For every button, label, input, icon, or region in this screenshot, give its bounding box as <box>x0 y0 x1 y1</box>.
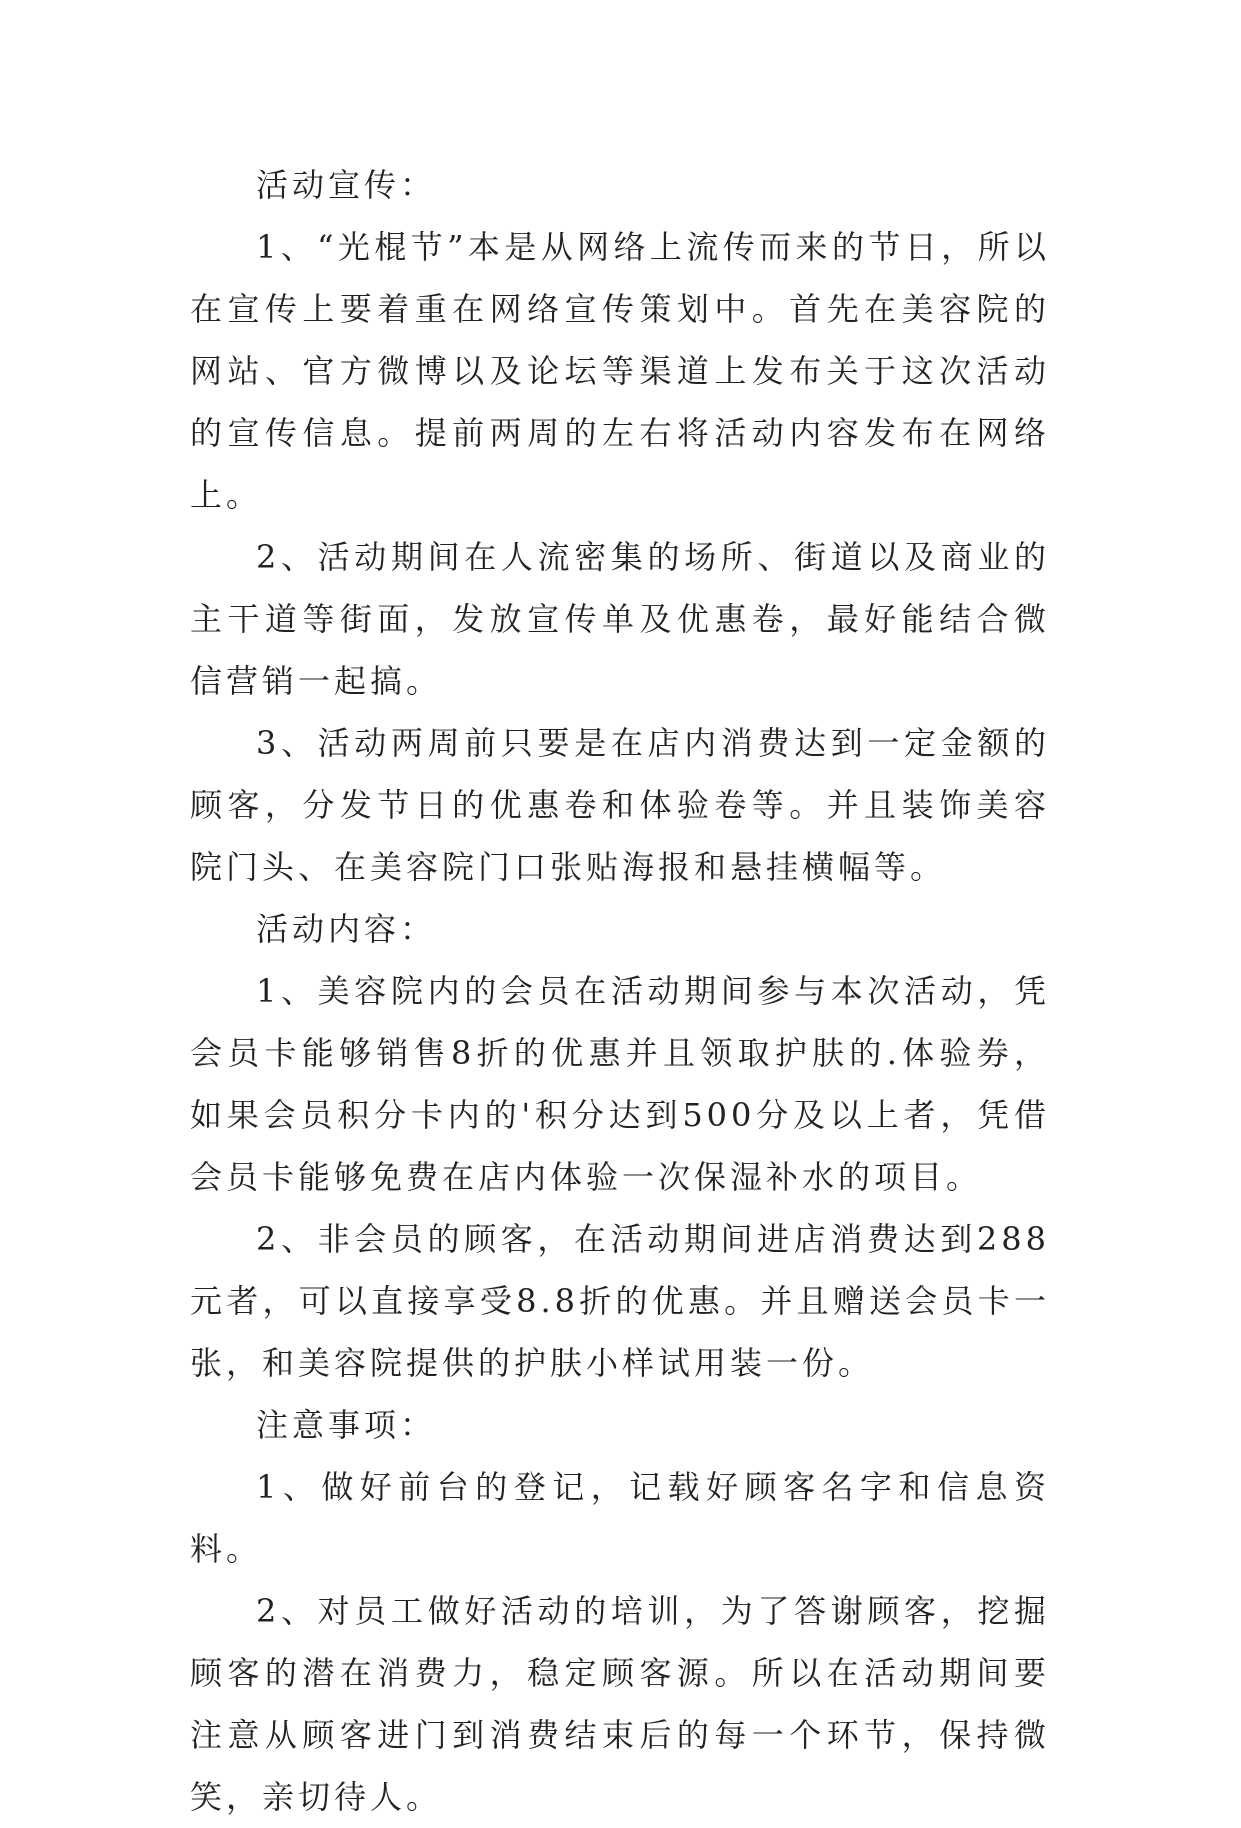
document-body <box>190 154 1050 1828</box>
paragraph-content-1: 1、美容院内的会员在活动期间参与本次活动，凭会员卡能够销售8折的优惠并且领取护肤的.体验券，如果会员积分卡内的'积分达到500分及以上者，凭借会员卡能够免费在店内体验一次保湿补水的项目。 <box>190 972 1050 1196</box>
paragraph-notes-2: 2、对员工做好活动的培训，为了答谢顾客，挖掘顾客的潜在消费力，稳定顾客源。所以在活动期间要注意从顾客进门到消费结束后的每一个环节，保持微笑，亲切待人。 <box>190 1592 1050 1816</box>
paragraph-content-2: 2、非会员的顾客，在活动期间进店消费达到288元者，可以直接享受8.8折的优惠。并且赠送会员卡一张，和美容院提供的护肤小样试用装一份。 <box>190 1220 1050 1382</box>
section-heading-content: 活动内容： <box>256 910 437 948</box>
paragraph-promotion-1: 1、“光棍节”本是从网络上流传而来的节日，所以在宣传上要着重在网络宣传策划中。首先在美容院的网站、官方微博以及论坛等渠道上发布关于这次活动的宣传信息。提前两周的左右将活动内容发布在网络上。 <box>190 228 1050 514</box>
section-heading-promotion: 活动宣传： <box>256 166 437 204</box>
paragraph-notes-1: 1、做好前台的登记，记载好顾客名字和信息资料。 <box>190 1468 1050 1568</box>
section-heading-notes: 注意事项： <box>256 1406 437 1444</box>
paragraph-promotion-3: 3、活动两周前只要是在店内消费达到一定金额的顾客，分发节日的优惠卷和体验卷等。并且装饰美容院门头、在美容院门口张贴海报和悬挂横幅等。 <box>190 724 1050 886</box>
paragraph-promotion-2: 2、活动期间在人流密集的场所、街道以及商业的主干道等街面，发放宣传单及优惠卷，最好能结合微信营销一起搞。 <box>190 538 1050 700</box>
